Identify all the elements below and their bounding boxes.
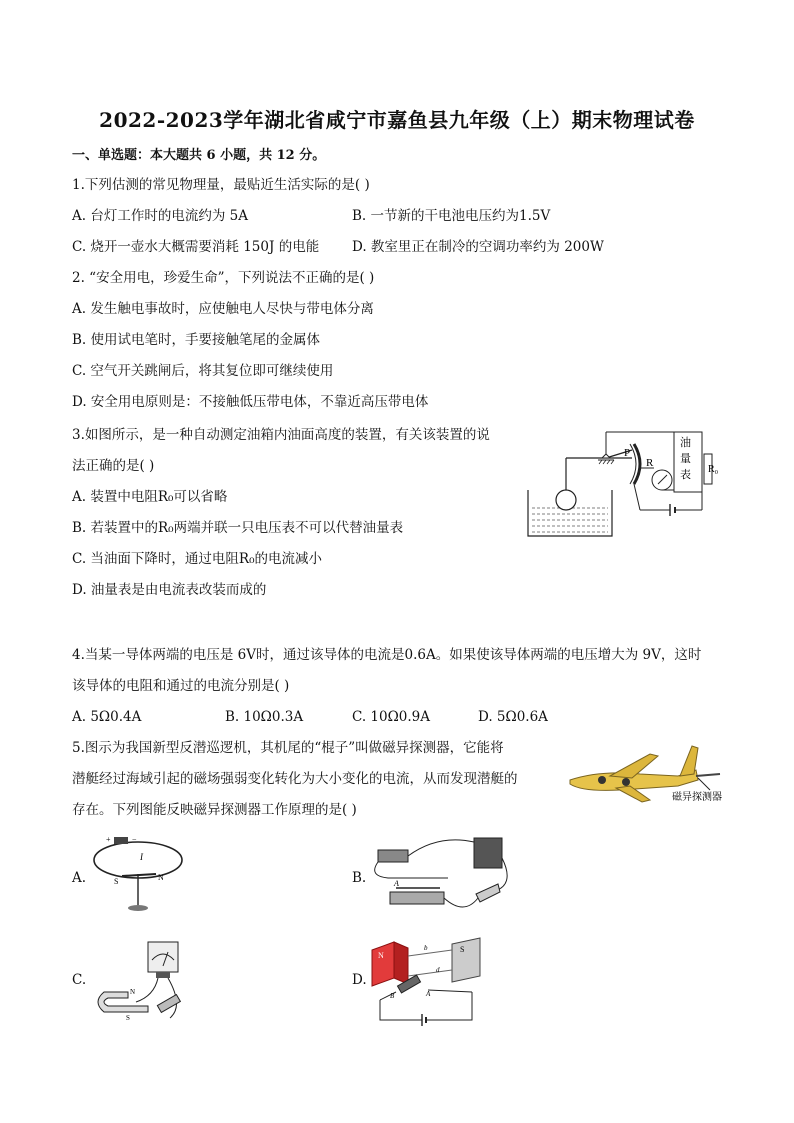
option-b-figure	[368, 832, 518, 918]
svg-text:S: S	[114, 877, 119, 886]
svg-text:B: B	[390, 992, 395, 1000]
label-meter: 表	[680, 469, 691, 481]
option-a-figure	[88, 832, 188, 916]
svg-text:S: S	[460, 945, 465, 954]
svg-text:−: −	[132, 835, 137, 844]
option-c-figure	[88, 936, 198, 1032]
q2-option-d: D. 安全用电原则是：不接触低压带电体，不靠近高压带电体	[72, 394, 429, 410]
q3-stem-line1: 3.如图所示，是一种自动测定油箱内油面高度的装置，有关该装置的说	[72, 427, 490, 443]
label-gauge: 量	[680, 453, 691, 465]
label-r0: R₀	[708, 464, 719, 475]
q4-option-d: D. 5Ω0.6A	[478, 709, 548, 725]
q4-option-c: C. 10Ω0.9A	[352, 709, 431, 725]
svg-text:A: A	[426, 990, 431, 998]
q1-option-b: B. 一节新的干电池电压约为1.5V	[352, 208, 551, 224]
section-heading: 一、单选题：本大题共 6 小题，共 12 分。	[72, 148, 326, 163]
q5-stem-line3: 存在。下列图能反映磁异探测器工作原理的是( )	[72, 802, 357, 818]
q5-option-a: A.	[72, 870, 87, 886]
q3-option-b: B. 若装置中的R₀两端并联一只电压表不可以代替油量表	[72, 520, 404, 536]
q4-option-a: A. 5Ω0.4A	[72, 709, 142, 725]
q5-option-b: B.	[352, 870, 367, 886]
svg-text:N: N	[158, 873, 164, 882]
label-p: P	[624, 447, 631, 459]
q5-option-d: D.	[352, 972, 367, 988]
q5-stem-line2: 潜艇经过海域引起的磁场强弱变化转化为大小变化的电流，从而发现潜艇的	[72, 771, 518, 787]
q3-option-c: C. 当油面下降时，通过电阻R₀的电流减小	[72, 551, 323, 567]
svg-text:A: A	[394, 879, 399, 888]
q3-stem-line2: 法正确的是( )	[72, 458, 155, 474]
q4-option-b: B. 10Ω0.3A	[225, 709, 304, 725]
patrol-plane-image	[560, 740, 730, 810]
q5-stem-line1: 5.图示为我国新型反潜巡逻机，其机尾的“棍子”叫做磁异探测器，它能将	[72, 740, 504, 756]
q4-stem-line2: 该导体的电阻和通过的电流分别是( )	[72, 678, 290, 694]
q2-option-b: B. 使用试电笔时，手要接触笔尾的金属体	[72, 332, 321, 348]
q2-stem: 2. “安全用电，珍爱生命”，下列说法不正确的是( )	[72, 270, 375, 286]
svg-text:b: b	[424, 944, 428, 952]
svg-text:N: N	[130, 988, 136, 996]
q4-stem-line1: 4.当某一导体两端的电压是 6V时，通过该导体的电流是0.6A。如果使该导体两端的电压增大为 9V，这时	[72, 647, 702, 663]
q2-option-a: A. 发生触电事故时，应使触电人尽快与带电体分离	[72, 301, 374, 317]
svg-text:N: N	[378, 951, 384, 960]
q5-option-c: C.	[72, 972, 87, 988]
q1-option-a: A. 台灯工作时的电流约为 5A	[72, 208, 248, 224]
plane-label: 磁异探测器	[672, 792, 722, 803]
svg-text:+: +	[106, 835, 111, 844]
svg-text:I: I	[140, 852, 143, 862]
q2-option-c: C. 空气开关跳闸后，将其复位即可继续使用	[72, 363, 334, 379]
q1-stem: 1.下列估测的常见物理量，最贴近生活实际的是( )	[72, 177, 370, 193]
q1-option-d: D. 教室里正在制冷的空调功率约为 200W	[352, 239, 604, 255]
svg-text:S: S	[126, 1014, 130, 1022]
q3-option-d: D. 油量表是由电流表改装而成的	[72, 582, 267, 598]
q1-option-c: C. 烧开一壶水大概需要消耗 150J 的电能	[72, 239, 320, 255]
q3-option-a: A. 装置中电阻R₀可以省略	[72, 489, 228, 505]
oil-gauge-figure	[522, 428, 732, 540]
label-r: R	[646, 457, 654, 469]
svg-text:d: d	[436, 966, 440, 974]
option-d-figure	[368, 936, 488, 1028]
label-oil: 油	[680, 437, 691, 449]
page-title: 2022-2023学年湖北省咸宁市嘉鱼县九年级（上）期末物理试卷	[99, 108, 695, 132]
